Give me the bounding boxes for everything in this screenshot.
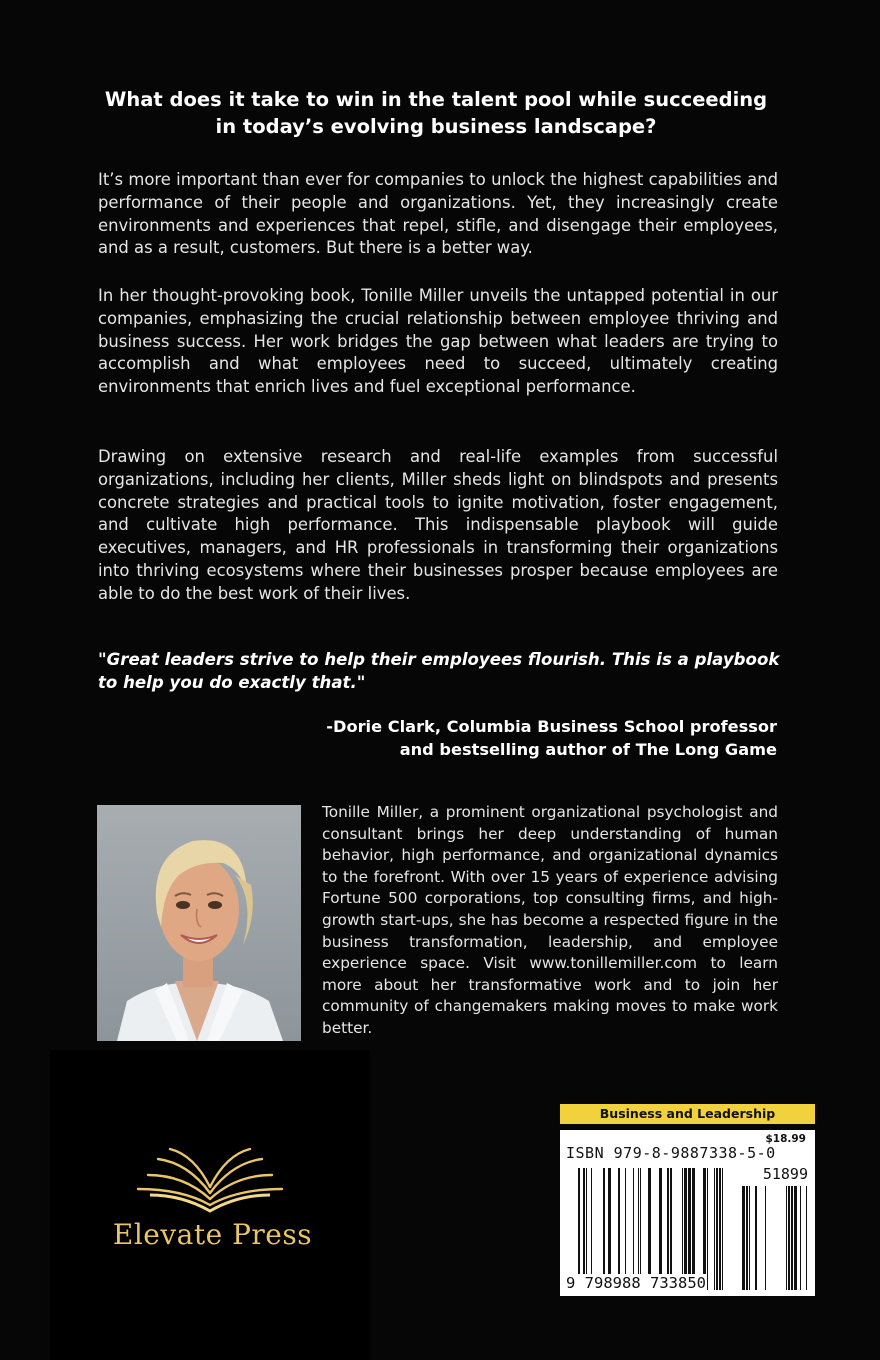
isbn-text: ISBN 979-8-9887338-5-0 [566,1144,776,1162]
barcode-bar [633,1168,634,1290]
endorsement-quote: "Great leaders strive to help their employees flourish. This is a playbook to help you do exactly that." [98,650,780,692]
price-code: 51899 [762,1165,808,1183]
barcode-bar [648,1168,651,1290]
headline: What does it take to win in the talent pool while succeeding in today’s evolving business landscape? [104,88,768,138]
barcode-bar [806,1186,807,1290]
author-portrait-illustration [97,805,301,1041]
barcode-bar [670,1168,672,1290]
open-book-icon [130,1145,290,1215]
book-summary-paragraph: In her thought-provoking book, Tonille Miller unveils the untapped potential in our companies, emphasizing the crucial relationship between employee thriving and business success. Her work bridges the gap between what leaders are trying to accomplish and what employees need to succeed, ultimately creating environments that enrich lives and fuel exceptional performance. [98,286,778,397]
barcode-bar [765,1186,766,1290]
barcode-bar [692,1168,695,1290]
ean-digits: 9 798988 733850 [566,1274,706,1292]
intro-paragraph: It’s more important than ever for companies to unlock the highest capabilities and performance of their people and organizations. Yet, they increasingly create environments and experiences that repel, stifle, and disengage their employees, and as a result, customers. But there is a better way. [98,170,778,258]
barcode-bar [719,1168,721,1290]
barcode-bar [608,1168,611,1290]
barcode-bar [791,1186,793,1290]
category-label: Business and Leadership [560,1104,815,1124]
barcode-bar [714,1168,715,1290]
barcode-bar [659,1168,662,1290]
barcode-bar [688,1168,691,1290]
barcode-bar [794,1186,797,1290]
barcode-bar [618,1168,620,1290]
barcode-bar [591,1168,592,1290]
barcode-bar [722,1168,723,1290]
attribution-line-2: and bestselling author of The Long Game [399,740,777,759]
barcode-bar [638,1168,639,1290]
publisher-name: Elevate Press [112,1218,313,1251]
barcode-bar [788,1186,790,1290]
barcode-bar [703,1168,706,1290]
barcode-bar [684,1168,687,1290]
price-label: $18.99 [765,1133,806,1145]
barcode-bar [578,1168,580,1290]
barcode-bar [749,1186,750,1290]
barcode-bar [583,1168,585,1290]
barcode-bar [716,1168,718,1290]
barcode-bar [707,1168,708,1290]
author-bio: Tonille Miller, a prominent organizational psychologist and consultant brings her deep understanding of human behavior, high performance, and organizational dynamics to the forefront. With over 15 years of experience advising Fortune 500 corporations, top consulting firms, and high-growth start-ups, she has become a respected figure in the business transformation, leadership, and employee experience space. Visit www.tonillemiller.com to learn more about her transformative work and to join her community of changemakers making moves to make work better. [322,803,778,1037]
publisher-logo-panel [50,1050,370,1360]
barcode-bar [667,1168,669,1290]
barcode-bar [603,1168,605,1290]
barcode-bar [786,1186,787,1290]
barcode-bar [640,1168,641,1290]
endorsement-attribution [300,715,777,761]
author-photo [97,805,301,1041]
isbn-barcode [560,1130,815,1296]
barcode-bar [746,1186,748,1290]
attribution-line-1: -Dorie Clark, Columbia Business School professor [326,717,777,736]
barcode-bar [625,1168,626,1290]
barcode-bar [755,1186,757,1290]
barcode-bar [682,1168,683,1290]
barcode-bar [800,1186,801,1290]
barcode-bar [742,1186,745,1290]
research-paragraph: Drawing on extensive research and real-life examples from successful organizations, including her clients, Miller sheds light on blindspots and presents concrete strategies and practical tools to ignite motivation, foster engagement, and cultivate high performance. This indispensable playbook will guide executives, managers, and HR professionals in transforming their organizations into thriving ecosystems where their businesses prosper because employees are able to do the best work of their lives. [98,447,778,603]
barcode-bar [586,1168,587,1290]
